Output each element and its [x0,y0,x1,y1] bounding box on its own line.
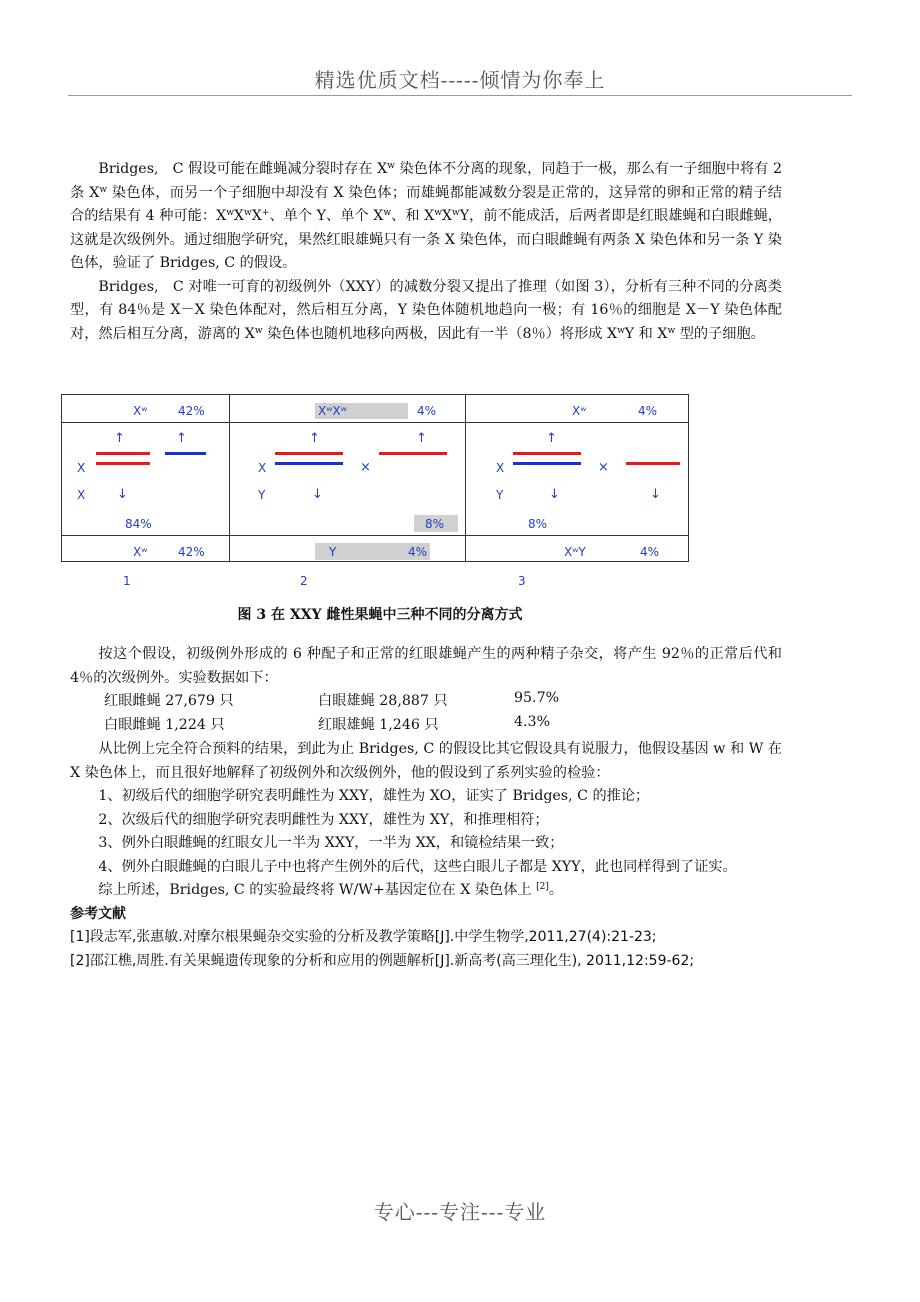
header-divider [68,95,852,96]
panel-3-top-gamete: Xʷ [572,404,587,418]
cross-icon: × [360,460,371,475]
x-chromosome [626,462,680,465]
panel-3-label-y: Y [496,488,504,502]
arrow-up-icon: ↑ [416,431,427,446]
arrow-down-icon: ↓ [312,487,323,502]
x-chromosome [96,452,150,455]
x-chromosome [379,452,447,455]
y-chromosome [275,462,343,465]
arrow-down-icon: ↓ [650,487,661,502]
panel-2-label-x: X [258,461,267,475]
panel-3-top-percent: 4% [638,404,658,418]
y-chromosome [165,452,206,455]
paragraph-1 [70,158,782,346]
paragraph-3 [70,643,782,690]
arrow-up-icon: ↑ [546,431,557,446]
paragraph-2-text: Bridges, C 对唯一可育的初级例外（XXY）的减数分裂又提出了推理（如图 3），分析有三种不同的分离类型，有 84％是 X－X 染色体配对，然后相互分离，Y 染色体随机地趋向一极；有 16％的细胞是 X－Y 染色体配对，然后相互分离，游离的 $X^w$ 染色体也随机地移向两极，因此有一半（8％）将形成 $X^wY$ 和 $X^w$ 型的子细胞。 [70,278,782,342]
arrow-down-icon: ↓ [549,487,560,502]
data-cell: 白眼雌蝇 1,224 只 [104,717,225,733]
panel-2-top-percent: 4% [417,404,437,418]
panel-2-bottom-right-percent: 4% [408,545,428,559]
page-header: 精选优质文档-----倾情为你奉上 [314,68,606,92]
paragraph-4 [70,738,782,973]
data-cell: 白眼雄蝇 28,887 只 [318,693,448,709]
panel-2-bottom-gamete: Y [329,545,337,559]
panel-1-top-percent: 42% [178,404,205,418]
paragraph-1-text: Bridges, C 假设可能在雌蝇减分裂时存在 $X^w$ 染色体不分离的现象，同趋于一极，那么有一子细胞中将有 2 条 $X^w$ 染色体，而另一个子细胞中却没有 X 染色体；而雄蝇都能减数分裂是正常的，这异常的卵和正常的精子结合的结果有 4 种可能：$X^wX^wX^+$、单个 Y、单个 $X^w$、和 $X^wX^wY$，前不能成活，后两者即是红眼雄蝇和白眼雌蝇，这就是次级例外。通过细胞学研究，果然红眼雄蝇只有一条 X 染色体，而白眼雌蝇有两条 X 染色体和另一条 Y 染色体，验证了 Bridges, C 的假设。 [70,161,782,271]
panel-2-top-gamete: XʷXʷ [318,404,347,418]
data-cell: 红眼雄蝇 1,246 只 [318,717,439,733]
data-cell: 红眼雌蝇 27,679 只 [104,693,234,709]
data-row [104,690,704,713]
panel-2-bottom-percent: 8% [425,517,445,531]
reference-item: [1]段志军,张惠敏.对摩尔根果蝇杂交实验的分析及教学策略[J].中学生物学,2011,27(4):21-23; [70,929,657,945]
x-chromosome [513,452,581,455]
arrow-down-icon: ↓ [117,487,128,502]
list-item: 3、例外白眼雌蝇的红眼女儿一半为 XXY，一半为 XX，和镜检结果一致； [98,835,564,851]
cross-icon: × [598,460,609,475]
x-chromosome [96,462,150,465]
panel-number-1: 1 [123,574,131,588]
panel-2-label-y: Y [258,488,266,502]
reference-item: [2]邵江樵,周胜.有关果蝇遗传现象的分析和应用的例题解析[J].新高考(高三理化生), 2011,12:59-62; [70,952,695,969]
panel-1-bottom-percent: 84% [125,517,152,531]
figure-row-divider [62,422,688,423]
figure-row-divider [62,535,688,536]
panel-1-bottom-gamete: Xʷ [133,545,148,559]
y-chromosome [513,462,581,465]
paragraph-3-text: 按这个假设，初级例外形成的 6 种配子和正常的红眼雄蝇产生的两种精子杂交，将产生 92％的正常后代和 4％的次级例外。实验数据如下： [70,646,782,686]
page-footer: 专心---专注---专业 [373,1200,547,1224]
panel-number-2: 2 [300,574,308,588]
arrow-up-icon: ↑ [176,431,187,446]
paragraph-4-text: 从比例上完全符合预料的结果，到此为止 Bridges, C 的假设比其它假设具有说服力，他假设基因 w 和 W 在 X 染色体上，而且很好地解释了初级例外和次级例外，他的假设到了系列实验的检验： [70,741,782,781]
panel-1-label-x2: X [77,488,86,502]
panel-1-bottom-right-percent: 42% [178,545,205,559]
panel-number-3: 3 [518,574,526,588]
data-row [104,714,704,737]
list-item: 4、例外白眼雌蝇的白眼儿子中也将产生例外的后代，这些白眼儿子都是 XYY，此也同样得到了证实。 [98,858,737,875]
figure-3-diagram [61,394,689,562]
references-title: 参考文献 [70,905,126,922]
panel-1-top-gamete: Xʷ [133,404,148,418]
x-chromosome [275,452,343,455]
conclusion: 综上所述，Bridges, C 的实验最终将 W/W+基因定位在 X 染色体上 [2]。 [98,882,564,898]
figure-column-divider [465,395,466,561]
panel-1-label-x: X [77,461,86,475]
panel-3-bottom-percent: 8% [528,517,548,531]
arrow-up-icon: ↑ [309,431,320,446]
figure-caption: 图 3 在 XXY 雌性果蝇中三种不同的分离方式 [237,607,523,623]
figure-column-divider [229,395,230,561]
list-item: 2、次级后代的细胞学研究表明雌性为 XXY，雄性为 XY，和推理相符； [98,811,549,828]
list-item: 1、初级后代的细胞学研究表明雌性为 XXY，雄性为 XO，证实了 Bridges, C 的推论； [98,788,650,804]
data-cell: 95.7% [514,690,560,706]
data-cell: 4.3% [514,714,551,730]
panel-3-label-x: X [496,461,505,475]
arrow-up-icon: ↑ [114,431,125,446]
panel-3-bottom-gamete: XʷY [564,545,586,559]
panel-3-bottom-right-percent: 4% [640,545,660,559]
